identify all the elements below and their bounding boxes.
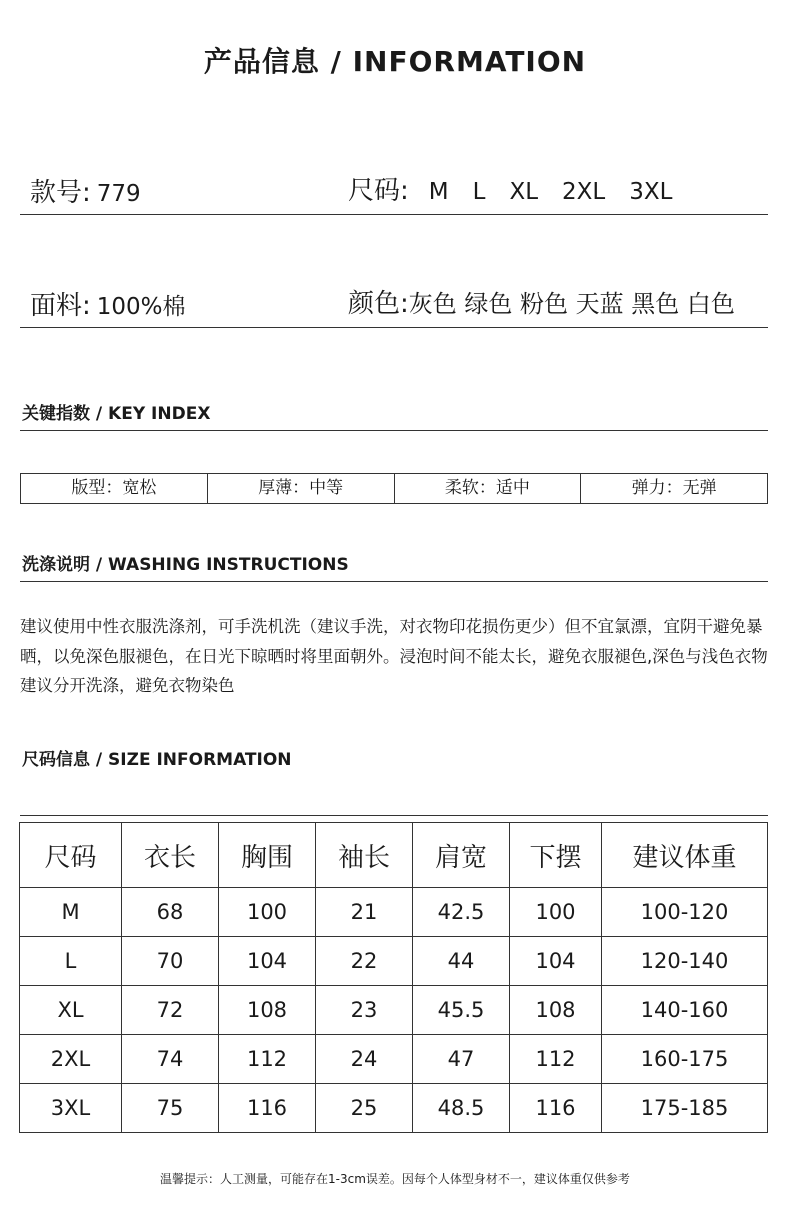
table-cell: 74	[122, 1035, 219, 1084]
table-cell: 116	[219, 1084, 316, 1133]
table-row	[20, 1035, 768, 1084]
fabric	[30, 285, 186, 322]
table-row	[20, 986, 768, 1035]
divider	[20, 815, 768, 816]
table-cell: 160-175	[602, 1035, 768, 1084]
column-header: 尺码	[20, 823, 122, 888]
table-cell: 104	[510, 937, 602, 986]
table-cell: 70	[122, 937, 219, 986]
table-cell: 175-185	[602, 1084, 768, 1133]
washing-heading: 洗涤说明 / WASHING INSTRUCTIONS	[22, 555, 349, 575]
table-cell: 104	[219, 937, 316, 986]
style-number	[30, 172, 141, 209]
table-row	[20, 937, 768, 986]
fabric-value: 100%棉	[96, 294, 186, 320]
table-cell: 108	[510, 986, 602, 1035]
table-row	[20, 1084, 768, 1133]
size-item: L	[472, 179, 486, 205]
table-cell: 68	[122, 888, 219, 937]
table-cell: 112	[510, 1035, 602, 1084]
table-cell: M	[20, 888, 122, 937]
table-cell: 47	[413, 1035, 510, 1084]
column-header: 肩宽	[413, 823, 510, 888]
table-cell: 100	[219, 888, 316, 937]
divider	[20, 214, 768, 215]
table-cell: 100-120	[602, 888, 768, 937]
table-header-row	[20, 823, 768, 888]
page-title: 产品信息 / INFORMATION	[203, 45, 587, 78]
key-index-heading: 关键指数 / KEY INDEX	[22, 404, 211, 424]
key-index-cell: 弹力：无弹	[631, 478, 717, 498]
washing-text: 建议使用中性衣服洗涤剂，可手洗机洗（建议手洗，对衣物印花损伤更少）但不宜氯漂，宜阴干避免暴晒，以免深色服褪色，在日光下晾晒时将里面朝外。浸泡时间不能太长，避免衣服褪色,深色与浅色衣物建议分开洗涤，避免衣物染色	[20, 617, 768, 695]
key-index-table	[20, 473, 768, 504]
size-item: XL	[509, 179, 539, 205]
column-header: 胸围	[219, 823, 316, 888]
size-list	[348, 170, 690, 207]
table-cell: 42.5	[413, 888, 510, 937]
fabric-label: 面料:	[30, 291, 91, 321]
key-index-cell: 柔软：适中	[395, 474, 582, 503]
color-list	[348, 283, 735, 320]
table-cell: 116	[510, 1084, 602, 1133]
table-cell: 75	[122, 1084, 219, 1133]
column-header: 衣长	[122, 823, 219, 888]
size-table	[19, 822, 768, 1133]
table-cell: 25	[316, 1084, 413, 1133]
size-label: 尺码:	[348, 176, 409, 206]
table-cell: 24	[316, 1035, 413, 1084]
column-header: 袖长	[316, 823, 413, 888]
footer-note: 温馨提示：人工测量，可能存在1-3cm误差。因每个人体型身材不一，建议体重仅供参考	[160, 1172, 630, 1186]
table-cell: 48.5	[413, 1084, 510, 1133]
color-values: 灰色 绿色 粉色 天蓝 黑色 白色	[408, 290, 735, 318]
size-item: 3XL	[629, 179, 673, 205]
table-row	[20, 888, 768, 937]
table-cell: 22	[316, 937, 413, 986]
table-cell: 108	[219, 986, 316, 1035]
size-info-heading: 尺码信息 / SIZE INFORMATION	[22, 750, 292, 770]
style-value: 779	[96, 181, 141, 207]
table-cell: 100	[510, 888, 602, 937]
table-cell: 120-140	[602, 937, 768, 986]
table-cell: 23	[316, 986, 413, 1035]
key-index-cell: 厚薄：中等	[208, 474, 395, 503]
table-cell: XL	[20, 986, 122, 1035]
table-cell: 72	[122, 986, 219, 1035]
column-header: 建议体重	[602, 823, 768, 888]
table-cell: 140-160	[602, 986, 768, 1035]
color-label: 颜色:	[348, 289, 409, 319]
divider	[20, 430, 768, 431]
size-item: 2XL	[562, 179, 606, 205]
table-cell: 44	[413, 937, 510, 986]
divider	[20, 581, 768, 582]
table-cell: 45.5	[413, 986, 510, 1035]
table-cell: 112	[219, 1035, 316, 1084]
table-cell: L	[20, 937, 122, 986]
size-item: M	[428, 179, 449, 205]
column-header: 下摆	[510, 823, 602, 888]
table-cell: 3XL	[20, 1084, 122, 1133]
divider	[20, 327, 768, 328]
table-cell: 21	[316, 888, 413, 937]
key-index-cell: 版型：宽松	[21, 474, 208, 503]
style-label: 款号:	[30, 178, 91, 208]
table-cell: 2XL	[20, 1035, 122, 1084]
